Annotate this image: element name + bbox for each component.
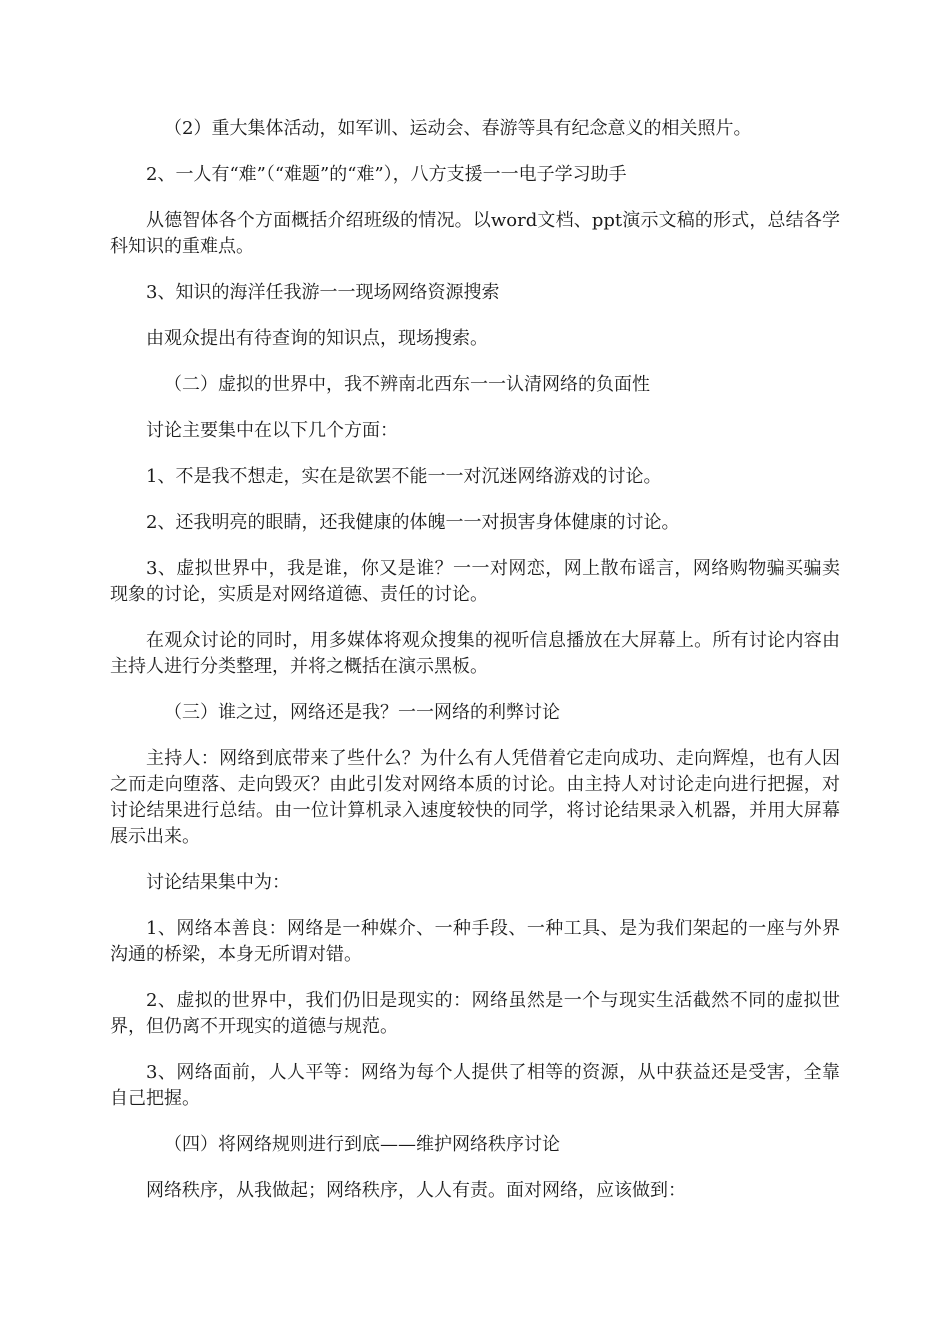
- paragraph-discussion-health: 2、还我明亮的眼睛，还我健康的体魄一一对损害身体健康的讨论。: [146, 512, 680, 533]
- paragraph-photos-collective-activities: （2）重大集体活动，如军训、运动会、春游等具有纪念意义的相关照片。: [164, 118, 752, 139]
- paragraph-live-search-desc: 由观众提出有待查询的知识点，现场搜索。: [146, 328, 488, 349]
- paragraph-host-question: 主持人：网络到底带来了些什么？为什么有人凭借着它走向成功、走向辉煌，也有人因之而走向堕落、走向毁灭？由此引发对网络本质的讨论。由主持人对讨论走向进行把握，对讨论结果进行总结。由一位计算机录入速度较快的同学，将讨论结果录入机器，并用大屏幕展示出来。: [110, 748, 840, 847]
- paragraph-results-intro: 讨论结果集中为：: [146, 872, 290, 893]
- paragraph-network-order: 网络秩序，从我做起；网络秩序，人人有责。面对网络，应该做到：: [146, 1180, 686, 1201]
- paragraph-class-overview: 从德智体各个方面概括介绍班级的情况。以word文档、ppt演示文稿的形式，总结各学科知识的重难点。: [110, 210, 840, 257]
- paragraph-result-1: 1、网络本善良：网络是一种媒介、一种手段、一种工具、是为我们架起的一座与外界沟通的桥梁，本身无所谓对错。: [110, 918, 840, 965]
- paragraph-e-learning-assistant: 2、一人有“难”（“难题”的“难”），八方支援一一电子学习助手: [146, 164, 627, 185]
- section-heading-4: （四）将网络规则进行到底——维护网络秩序讨论: [164, 1134, 560, 1155]
- paragraph-discussion-games: 1、不是我不想走，实在是欲罢不能一一对沉迷网络游戏的讨论。: [146, 466, 662, 487]
- paragraph-discussion-ethics: 3、虚拟世界中，我是谁，你又是谁？一一对网恋，网上散布谣言，网络购物骗买骗卖现象的讨论，实质是对网络道德、责任的讨论。: [110, 558, 840, 605]
- paragraph-discussion-intro: 讨论主要集中在以下几个方面：: [146, 420, 398, 441]
- paragraph-result-3: 3、网络面前，人人平等：网络为每个人提供了相等的资源，从中获益还是受害，全靠自己把握。: [110, 1062, 840, 1109]
- document-body: [110, 116, 840, 1224]
- paragraph-result-2: 2、虚拟的世界中，我们仍旧是现实的：网络虽然是一个与现实生活截然不同的虚拟世界，但仍离不开现实的道德与规范。: [110, 990, 840, 1037]
- section-heading-3: （三）谁之过，网络还是我？一一网络的利弊讨论: [164, 702, 560, 723]
- paragraph-live-search-title: 3、知识的海洋任我游一一现场网络资源搜索: [146, 282, 500, 303]
- section-heading-2: （二）虚拟的世界中，我不辨南北西东一一认清网络的负面性: [164, 374, 650, 395]
- paragraph-multimedia: 在观众讨论的同时，用多媒体将观众搜集的视听信息播放在大屏幕上。所有讨论内容由主持人进行分类整理，并将之概括在演示黑板。: [110, 630, 840, 677]
